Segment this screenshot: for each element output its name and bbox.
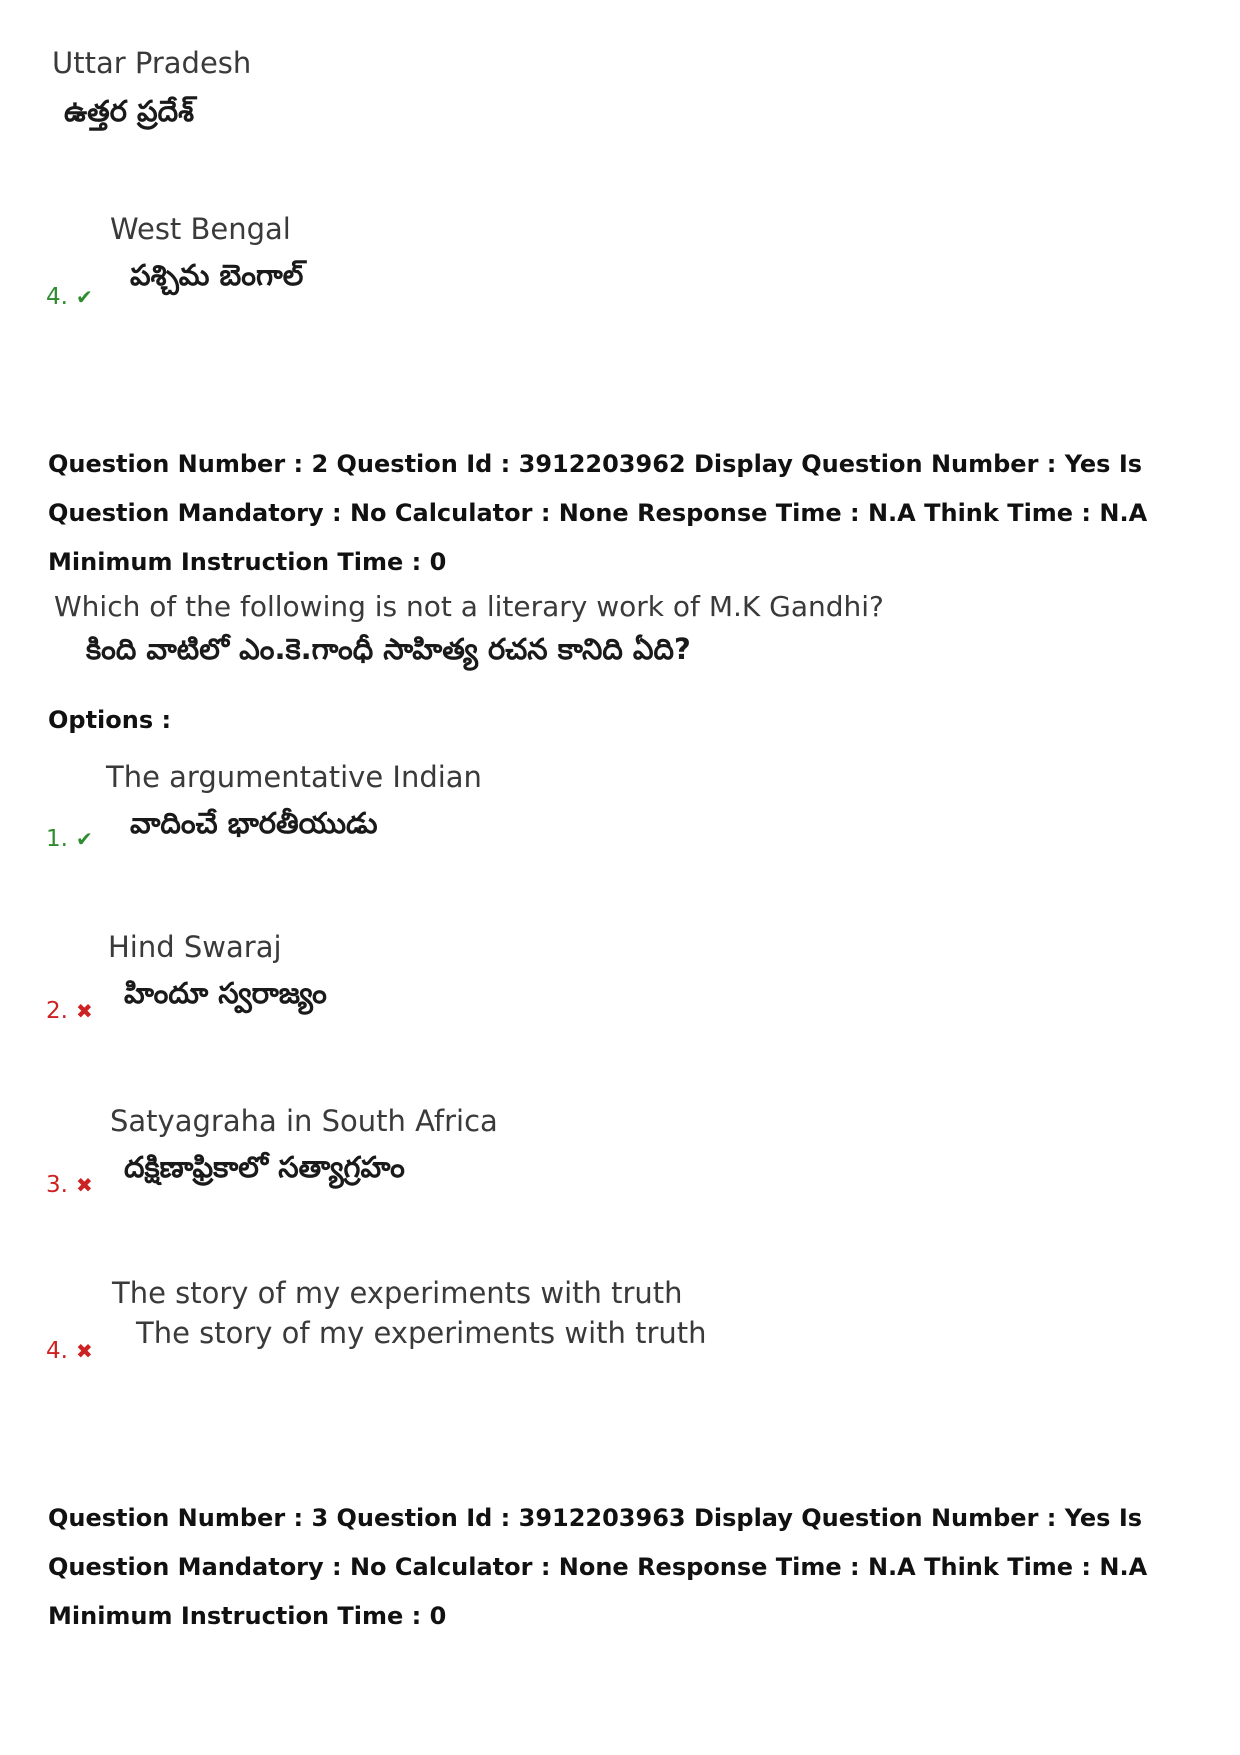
option-number: 4. [46,1338,68,1364]
option-number: 2. [46,998,68,1024]
option-1-english: The argumentative Indian [106,760,482,794]
option-3-english: Satyagraha in South Africa [110,1104,498,1138]
question-2-meta: Question Number : 2 Question Id : 3912203962 Display Question Number : Yes Is Question Mandatory : No Calculator : None Response Time : N.A Think Time : N.A Minimum Instruction Time : 0 [48,450,1148,576]
check-icon: ✔ [75,827,93,851]
cross-icon: ✖ [75,1339,93,1363]
question-2-text-english: Which of the following is not a literary work of M.K Gandhi? [54,590,884,623]
option-3-marker [46,1172,93,1198]
prev-option-3-english: Uttar Pradesh [52,46,252,80]
option-4-second-line: The story of my experiments with truth [136,1316,707,1350]
option-4-marker [46,1338,93,1364]
option-2-telugu: హిందూ స్వరాజ్యం [124,976,327,1010]
option-2-english: Hind Swaraj [108,930,282,964]
question-2-text-telugu: కింది వాటిలో ఎం.కె.గాంధీ సాహిత్య రచన కానిది ఏది? [86,632,691,666]
prev-option-4-marker [46,284,93,310]
option-4-english: The story of my experiments with truth [112,1276,683,1310]
option-number: 4. [46,284,68,310]
prev-option-4-english: West Bengal [110,212,291,246]
option-number: 3. [46,1172,68,1198]
options-label: Options : [48,706,172,734]
cross-icon: ✖ [75,1173,93,1197]
option-1-marker [46,826,93,852]
cross-icon: ✖ [75,999,93,1023]
option-3-telugu: దక్షిణాఫ్రికాలో సత్యాగ్రహం [124,1150,405,1184]
check-icon: ✔ [75,285,93,309]
prev-option-4-telugu: పశ్చిమ బెంగాల్ [130,258,304,292]
prev-option-3-telugu: ఉత్తర ప్రదేశ్ [64,94,195,128]
option-number: 1. [46,826,68,852]
option-2-marker [46,998,93,1024]
question-3-meta: Question Number : 3 Question Id : 3912203963 Display Question Number : Yes Is Question Mandatory : No Calculator : None Response Time : N.A Think Time : N.A Minimum Instruction Time : 0 [48,1504,1148,1630]
option-1-telugu: వాదించే భారతీయుడు [130,806,378,840]
